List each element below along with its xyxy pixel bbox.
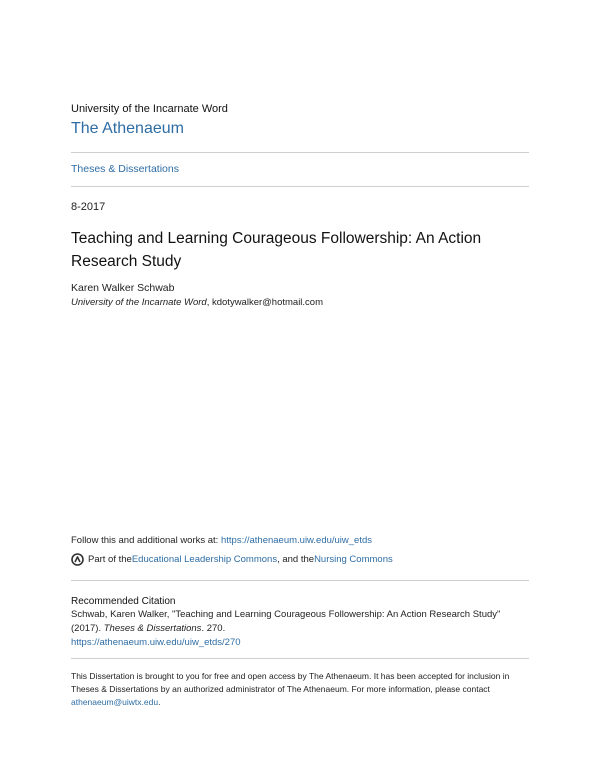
citation-part-1: Schwab, Karen Walker, "Teaching and Learning Courageous Followership: An Action Research Study" (2017). [71, 609, 501, 634]
repository-link[interactable]: The Athenaeum [71, 120, 184, 137]
document-title: Teaching and Learning Courageous Followership: An Action Research Study [71, 230, 482, 270]
divider [71, 152, 529, 153]
notice-text: This Dissertation is brought to you for free and open access by The Athenaeum. It has been accepted for inclusion in Theses & Dissertations by an authorized administrator of The Athenaeum. For more information, please contact [71, 671, 510, 694]
contact-email-link[interactable]: athenaeum@uiwtx.edu [71, 697, 159, 707]
citation-heading: Recommended Citation [71, 596, 176, 607]
follow-text: Follow this and additional works at: [71, 535, 221, 546]
educational-leadership-commons-link[interactable]: Educational Leadership Commons [131, 554, 278, 565]
citation-part-2: . 270. [201, 623, 226, 634]
divider [71, 658, 529, 659]
author-name: Karen Walker Schwab [71, 282, 175, 294]
author-affiliation [71, 297, 323, 308]
publication-date: 8-2017 [71, 201, 106, 213]
divider [71, 580, 529, 581]
and-text: , and the [277, 554, 315, 565]
citation-url-link[interactable]: https://athenaeum.uiw.edu/uiw_etds/270 [71, 637, 241, 648]
citation-series: Theses & Dissertations [103, 623, 202, 634]
notice-end: . [158, 697, 161, 707]
affiliation-name: University of the Incarnate Word [71, 297, 207, 308]
series-link[interactable]: Theses & Dissertations [71, 163, 179, 175]
access-notice [71, 670, 529, 709]
part-of-line [71, 553, 393, 566]
part-of-text: Part of the [88, 554, 132, 565]
follow-line [71, 535, 372, 546]
affiliation-separator: , [206, 297, 212, 308]
collection-url-link[interactable]: https://athenaeum.uiw.edu/uiw_etds [220, 535, 373, 546]
citation-text [71, 608, 529, 650]
creative-commons-icon [71, 553, 84, 566]
divider [71, 186, 529, 187]
author-email: kdotywalker@hotmail.com [211, 297, 323, 308]
institution-name: University of the Incarnate Word [71, 103, 228, 115]
nursing-commons-link[interactable]: Nursing Commons [314, 554, 393, 565]
